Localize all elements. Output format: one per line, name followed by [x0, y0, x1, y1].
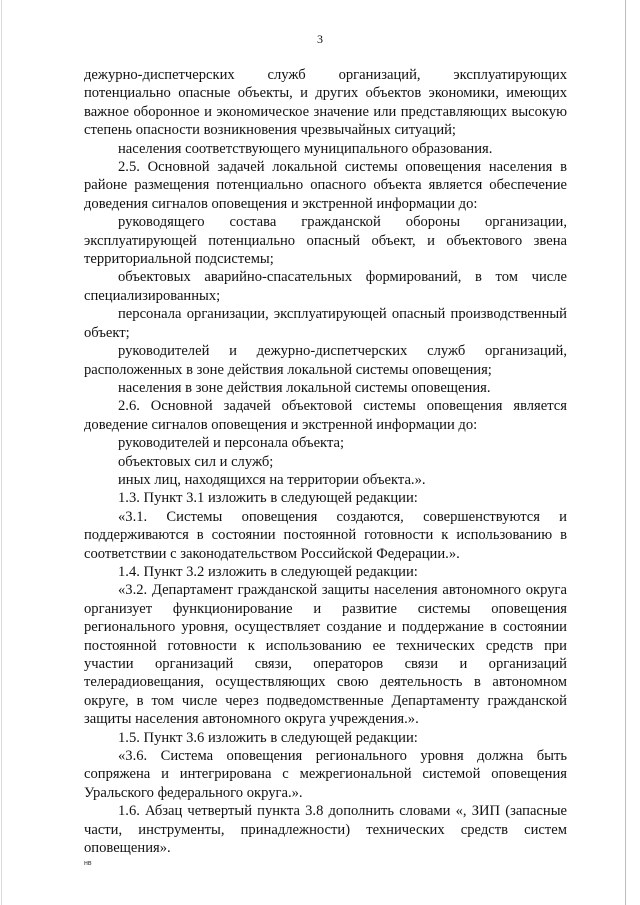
footer-mark: нв	[84, 860, 92, 867]
paragraph: «3.6. Система оповещения регионального уровня должна быть сопряжена и интегрирована с межрегиональной системой оповещения Уральского федерального округа.».	[84, 748, 567, 801]
document-body	[84, 66, 567, 857]
page-number: 3	[317, 32, 323, 46]
paragraph: населения в зоне действия локальной системы оповещения.	[118, 379, 491, 396]
paragraph: персонала организации, эксплуатирующей опасный производственный объект;	[84, 306, 567, 341]
paragraph: руководителей и дежурно-диспетчерских служб организаций, расположенных в зоне действия локальной системы оповещения;	[84, 343, 567, 378]
paragraph: объектовых сил и служб;	[118, 453, 274, 470]
paragraph: дежурно-диспетчерских служб организаций, эксплуатирующих потенциально опасные объекты, и других объектов экономики, имеющих важное оборонное и экономическое значение или представляющих высокую степень опасности возникновения чрезвычайных ситуаций;	[84, 67, 567, 139]
paragraph: 2.5. Основной задачей локальной системы оповещения населения в районе размещения потенциально опасного объекта является обеспечение доведения сигналов оповещения и экстренной информации до:	[84, 159, 567, 212]
paragraph: «3.2. Департамент гражданской защиты населения автономного округа организует функционирование и развитие системы оповещения регионального уровня, осуществляет создание и поддержание в состоянии постоянной готовности к использованию ее технических средств при участии организаций связи, операторов связи и организаций телерадиовещания, осуществляющих свою деятельность в автономном округе, в том числе через подведомственные Департаменту гражданской защиты населения автономного округа учреждения.».	[84, 582, 567, 728]
paragraph: населения соответствующего муниципального образования.	[118, 140, 493, 157]
paragraph: 1.4. Пункт 3.2 изложить в следующей редакции:	[118, 563, 418, 580]
paragraph: 2.6. Основной задачей объектовой системы оповещения является доведение сигналов оповещения и экстренной информации до:	[84, 398, 567, 433]
scan-edge-left	[1, 0, 2, 905]
paragraph: 1.6. Абзац четвертый пункта 3.8 дополнить словами «, ЗИП (запасные части, инструменты, принадлежности) технических средств систем оповещения».	[84, 803, 567, 857]
paragraph: 1.3. Пункт 3.1 изложить в следующей редакции:	[118, 490, 418, 507]
paragraph: 1.5. Пункт 3.6 изложить в следующей редакции:	[118, 729, 418, 746]
paragraph: «3.1. Системы оповещения создаются, совершенствуются и поддерживаются в состоянии постоянной готовности к использованию в соответствии с законодательством Российской Федерации.».	[84, 508, 567, 562]
paragraph: иных лиц, находящихся на территории объекта.».	[118, 471, 426, 488]
paragraph: объектовых аварийно-спасательных формирований, в том числе специализированных;	[84, 269, 567, 304]
paragraph: руководящего состава гражданской обороны организации, эксплуатирующей потенциально опасный объект, и объектового звена территориальной подсистемы;	[84, 214, 567, 268]
paragraph: руководителей и персонала объекта;	[118, 435, 345, 452]
scan-edge-right	[625, 0, 626, 905]
